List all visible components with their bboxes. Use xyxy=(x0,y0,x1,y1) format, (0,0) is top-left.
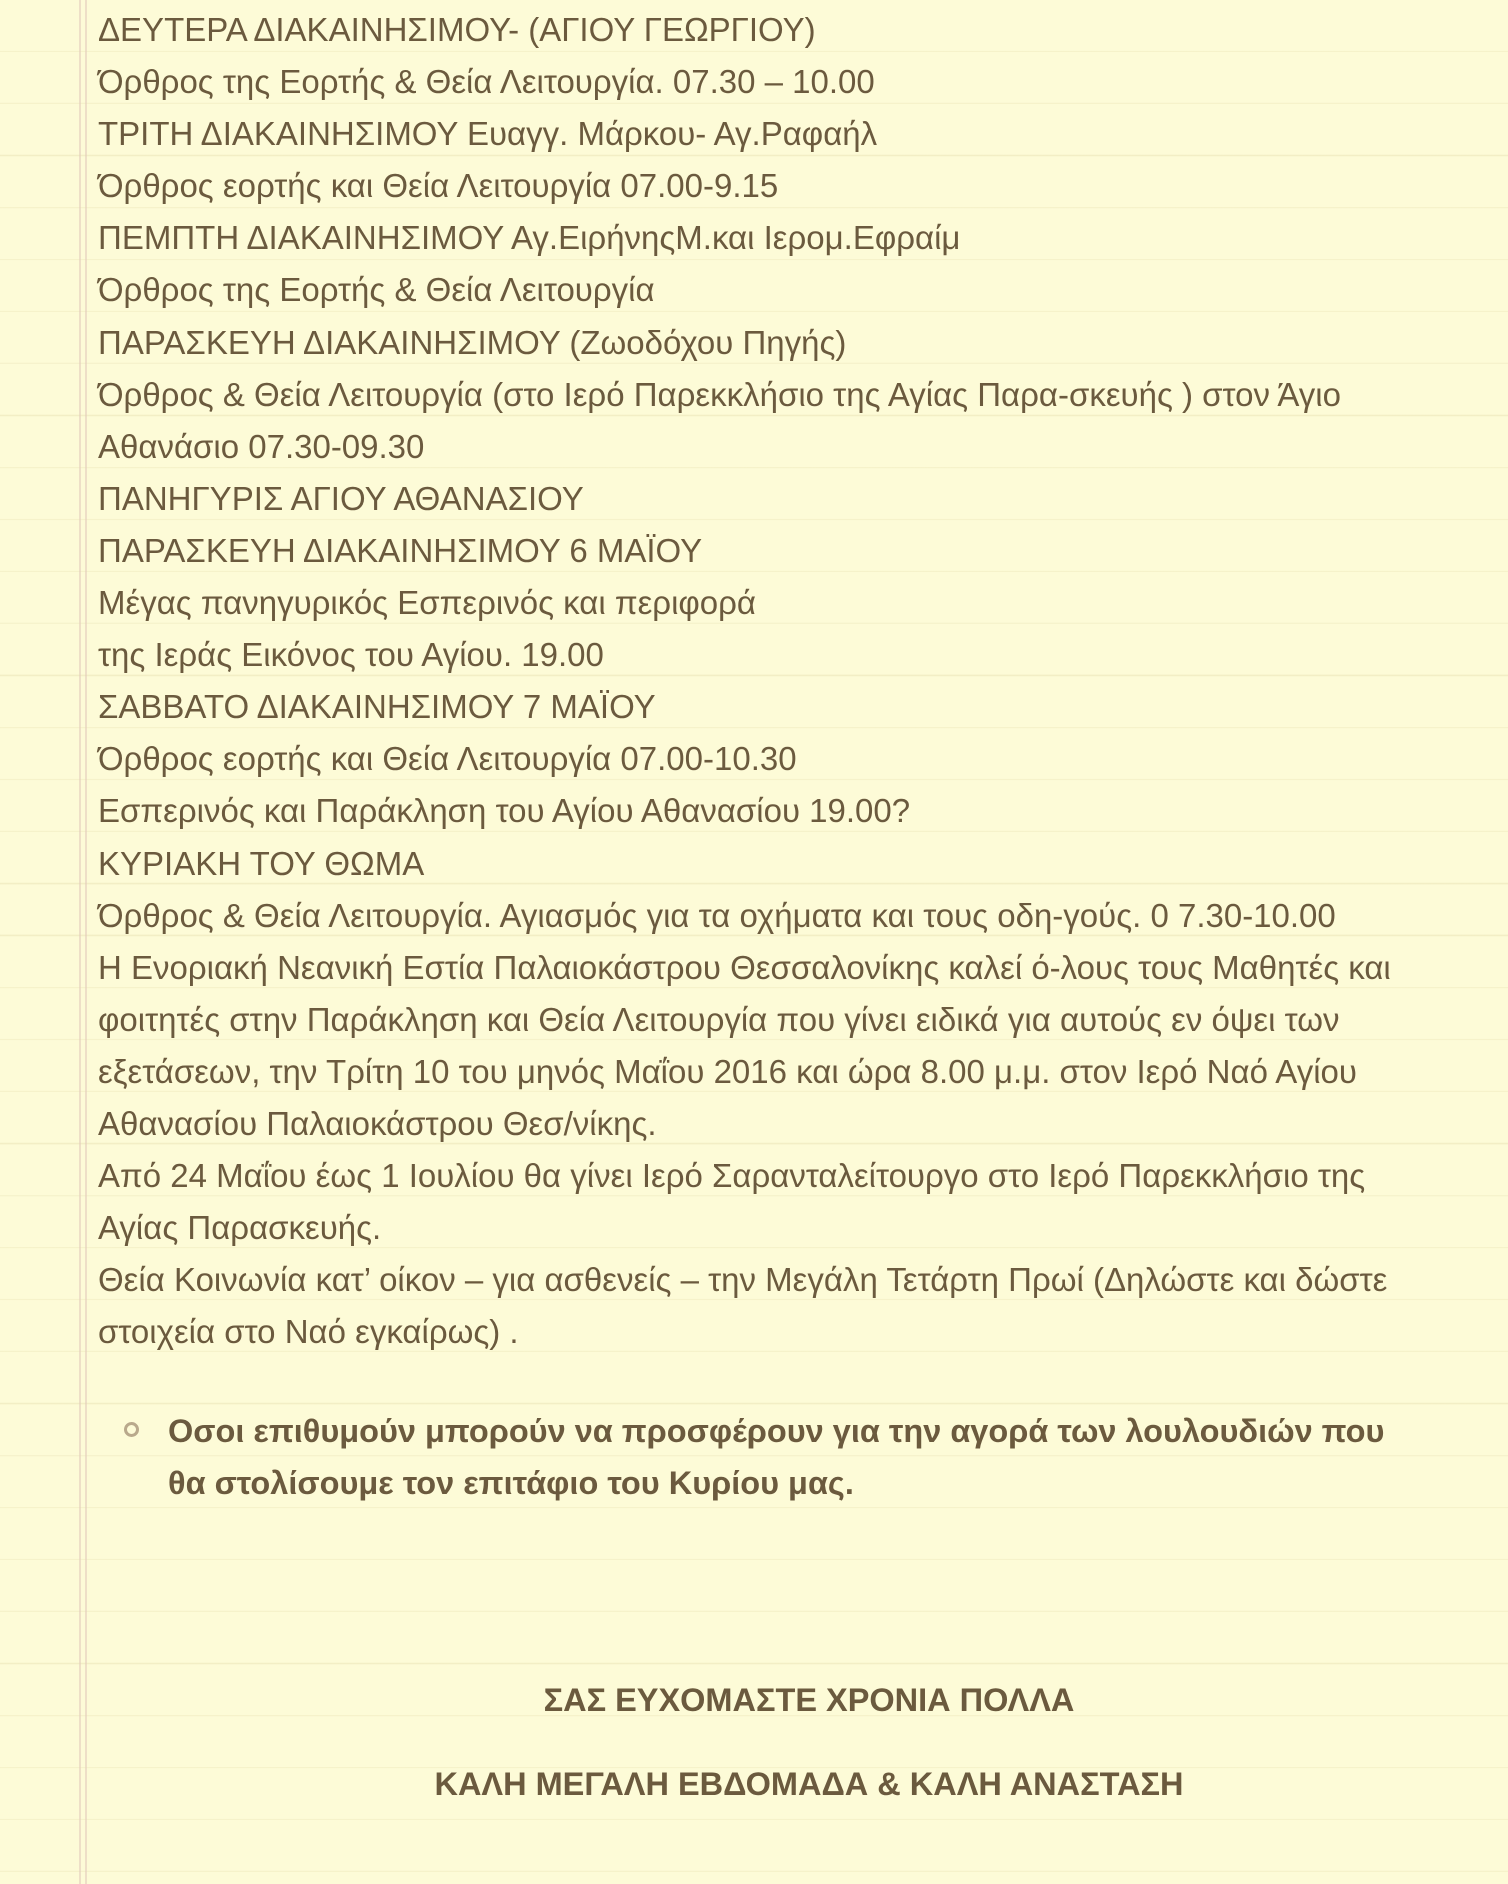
schedule-line: Όρθρος & Θεία Λειτουργία (στο Ιερό Παρεκκλήσιο της Αγίας Παρα-σκευής ) στον Άγιο xyxy=(98,375,1341,413)
schedule-line: Μέγας πανηγυρικός Εσπερινός και περιφορά xyxy=(98,584,757,622)
schedule-line: Αθανάσιο 07.30-09.30 xyxy=(98,427,425,465)
schedule-line: Όρθρος της Εορτής & Θεία Λειτουργία. 07.30 – 10.00 xyxy=(98,63,875,101)
schedule-line: ΣΑΒΒΑΤΟ ΔΙΑΚΑΙΝΗΣΙΜΟΥ 7 ΜΑΪΟΥ xyxy=(98,688,656,726)
schedule-line: Αθανασίου Παλαιοκάστρου Θεσ/νίκης. xyxy=(98,1104,657,1142)
schedule-line: Αγίας Παρασκευής. xyxy=(98,1209,382,1247)
schedule-line: Όρθρος & Θεία Λειτουργία. Αγιασμός για τα οχήματα και τους οδη-γούς. 0 7.30-10.00 xyxy=(98,896,1336,934)
schedule-line: ΤΡΙΤΗ ΔΙΑΚΑΙΝΗΣΙΜΟΥ Ευαγγ. Μάρκου- Αγ.Ραφαήλ xyxy=(98,115,878,153)
schedule-line: ΔΕΥΤΕΡΑ ΔΙΑΚΑΙΝΗΣΙΜΟΥ- (ΑΓΙΟΥ ΓΕΩΡΓΙΟΥ) xyxy=(98,11,816,48)
schedule-line: Θεία Κοινωνία κατ’ οίκον – για ασθενείς – την Μεγάλη Τετάρτη Πρωί (Δηλώστε και δώστε xyxy=(98,1261,1388,1299)
schedule-line: Όρθρος εορτής και Θεία Λειτουργία 07.00-10.30 xyxy=(98,740,797,778)
schedule-line: ΠΑΡΑΣΚΕΥΗ ΔΙΑΚΑΙΝΗΣΙΜΟΥ 6 ΜΑΪΟΥ xyxy=(98,531,703,569)
bullet-circle-icon xyxy=(124,1422,139,1437)
greeting-line-1: ΣΑΣ ΕΥΧΟΜΑΣΤΕ ΧΡΟΝΙΑ ΠΟΛΛΑ xyxy=(543,1682,1075,1718)
schedule-line: εξετάσεων, την Τρίτη 10 του μηνός Μαΐου 2016 και ώρα 8.00 μ.μ. στον Ιερό Ναό Αγίου xyxy=(98,1052,1357,1090)
page-margin-line xyxy=(79,0,81,1884)
greeting-line-2: ΚΑΛΗ ΜΕΓΑΛΗ ΕΒΔΟΜΑΔΑ & ΚΑΛΗ ΑΝΑΣΤΑΣΗ xyxy=(434,1766,1184,1802)
flowers-bullet-item xyxy=(120,1405,1508,1509)
schedule-line: Όρθρος της Εορτής & Θεία Λειτουργία xyxy=(98,271,655,309)
bullet-line: Οσοι επιθυμούν μπορούν να προσφέρουν για την αγορά των λουλουδιών που xyxy=(168,1413,1385,1449)
schedule-line: ΠΑΝΗΓΥΡΙΣ ΑΓΙΟΥ ΑΘΑΝΑΣΙΟΥ xyxy=(98,479,584,517)
bullet-line: θα στολίσουμε τον επιτάφιο του Κυρίου μας. xyxy=(168,1465,854,1502)
schedule-line: Από 24 Μαΐου έως 1 Ιουλίου θα γίνει Ιερό Σαρανταλείτουργο στο Ιερό Παρεκκλήσιο της xyxy=(98,1157,1366,1195)
schedule-line: στοιχεία στο Ναό εγκαίρως) . xyxy=(98,1313,519,1351)
page-margin-line xyxy=(85,0,87,1884)
schedule-line: της Ιεράς Εικόνος του Αγίου. 19.00 xyxy=(98,636,604,674)
schedule-line: ΚΥΡΙΑΚΗ ΤΟΥ ΘΩΜΑ xyxy=(98,844,425,882)
schedule-line: ΠΑΡΑΣΚΕΥΗ ΔΙΑΚΑΙΝΗΣΙΜΟΥ (Ζωοδόχου Πηγής) xyxy=(98,323,847,361)
schedule-text xyxy=(98,0,1498,1358)
schedule-line: φοιτητές στην Παράκληση και Θεία Λειτουργία που γίνει ειδικά για αυτούς εν όψει των xyxy=(98,1000,1340,1038)
schedule-line: Όρθρος εορτής και Θεία Λειτουργία 07.00-9.15 xyxy=(98,167,779,205)
schedule-line: ΠΕΜΠΤΗ ΔΙΑΚΑΙΝΗΣΙΜΟΥ Αγ.ΕιρήνηςΜ.και Ιερομ.Εφραίμ xyxy=(98,219,961,257)
schedule-lines xyxy=(98,4,1498,1358)
schedule-line: Εσπερινός και Παράκληση του Αγίου Αθανασίου 19.00? xyxy=(98,792,911,830)
schedule-line: Η Ενοριακή Νεανική Εστία Παλαιοκάστρου Θεσσαλονίκης καλεί ό-λους τους Μαθητές και xyxy=(98,948,1391,986)
